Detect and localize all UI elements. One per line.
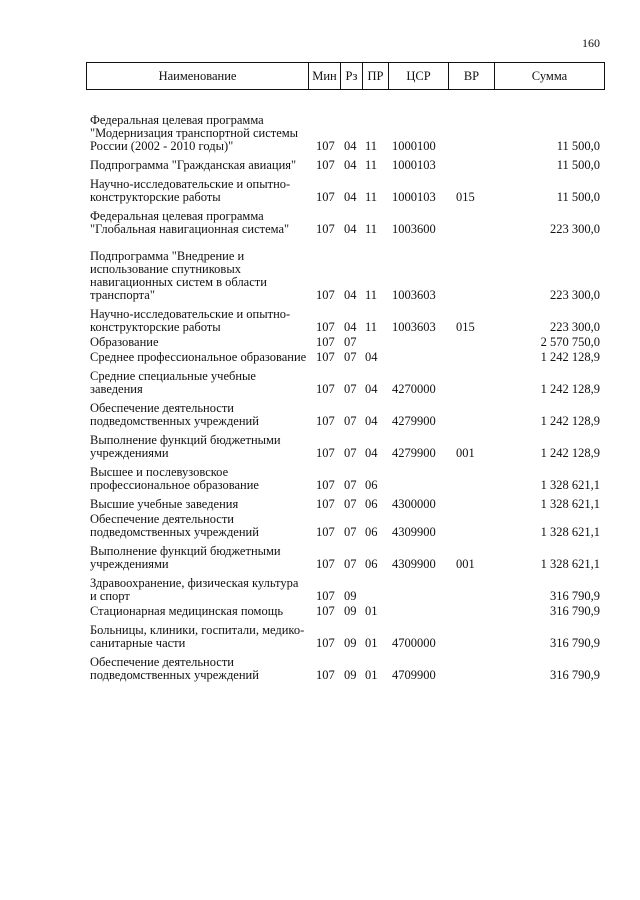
cell-sum: 223 300,0 [550, 222, 600, 236]
table-row [86, 577, 604, 605]
cell-csr: 4279900 [392, 446, 436, 460]
cell-sum: 1 242 128,9 [540, 382, 600, 396]
cell-sum: 223 300,0 [550, 288, 600, 302]
cell-vr [448, 250, 494, 308]
cell-rz: 09 [344, 636, 357, 650]
cell-vr [448, 624, 494, 656]
cell-vr [448, 513, 494, 545]
cell-csr [388, 336, 448, 351]
cell-csr: 1000100 [392, 139, 436, 153]
cell-name: Высшее и послевузовское профессиональное образование [90, 465, 259, 492]
cell-pr: 11 [365, 158, 378, 172]
cell-pr: 04 [365, 350, 378, 364]
cell-pr: 11 [365, 288, 378, 302]
header-name: Наименование [87, 63, 309, 90]
cell-rz: 04 [344, 139, 357, 153]
header-pr: ПР [363, 63, 389, 90]
cell-csr: 4309900 [392, 557, 436, 571]
cell-min: 107 [316, 414, 335, 428]
cell-vr [448, 370, 494, 402]
cell-pr: 06 [365, 557, 378, 571]
table-row [86, 210, 604, 250]
table-row [86, 370, 604, 402]
cell-min: 107 [316, 382, 335, 396]
cell-rz: 07 [344, 446, 357, 460]
cell-name: Обеспечение деятельности подведомственных учреждений [90, 655, 259, 682]
table-row [86, 466, 604, 498]
cell-min: 107 [316, 335, 335, 349]
cell-csr: 4270000 [392, 382, 436, 396]
cell-csr: 4309900 [392, 525, 436, 539]
cell-rz: 04 [344, 288, 357, 302]
cell-min: 107 [316, 497, 335, 511]
cell-sum: 1 328 621,1 [540, 497, 600, 511]
cell-pr: 06 [365, 525, 378, 539]
cell-csr: 4279900 [392, 414, 436, 428]
cell-vr [448, 656, 494, 688]
header-sum: Сумма [495, 63, 605, 90]
cell-vr [448, 402, 494, 434]
table-row [86, 351, 604, 370]
cell-vr: 001 [456, 557, 475, 571]
cell-pr: 06 [365, 478, 378, 492]
cell-name: Федеральная целевая программа "Глобальная навигационная система" [90, 209, 290, 236]
cell-min: 107 [316, 557, 335, 571]
cell-pr: 04 [365, 414, 378, 428]
table-row [86, 605, 604, 624]
table-row [86, 178, 604, 210]
cell-sum: 316 790,9 [550, 668, 600, 682]
table-row [86, 336, 604, 351]
cell-vr [448, 159, 494, 178]
cell-sum: 1 328 621,1 [540, 478, 600, 492]
cell-csr: 1000103 [392, 158, 436, 172]
cell-rz: 07 [344, 335, 357, 349]
cell-min: 107 [316, 589, 335, 603]
cell-min: 107 [316, 288, 335, 302]
table-row [86, 250, 604, 308]
cell-pr: 04 [365, 446, 378, 460]
cell-name: Обеспечение деятельности подведомственных учреждений [90, 401, 259, 428]
cell-name: Научно-исследовательские и опытно-конструкторские работы [90, 307, 291, 334]
cell-name: Научно-исследовательские и опытно-конструкторские работы [90, 177, 291, 204]
cell-vr [448, 577, 494, 605]
cell-min: 107 [316, 320, 335, 334]
cell-csr [388, 605, 448, 624]
cell-rz: 07 [344, 497, 357, 511]
cell-rz: 07 [344, 478, 357, 492]
cell-pr: 11 [365, 222, 378, 236]
table-row [86, 498, 604, 513]
cell-csr: 1003603 [392, 320, 436, 334]
cell-rz: 04 [344, 158, 357, 172]
cell-sum: 1 242 128,9 [540, 350, 600, 364]
cell-rz: 04 [344, 222, 357, 236]
cell-vr [448, 114, 494, 159]
cell-min: 107 [316, 446, 335, 460]
table-row [86, 308, 604, 336]
cell-sum: 11 500,0 [556, 139, 600, 153]
cell-pr: 11 [365, 320, 378, 334]
cell-sum: 316 790,9 [550, 589, 600, 603]
cell-sum: 316 790,9 [550, 636, 600, 650]
cell-vr: 015 [456, 190, 475, 204]
cell-pr [362, 577, 388, 605]
header-csr: ЦСР [389, 63, 449, 90]
cell-min: 107 [316, 222, 335, 236]
cell-min: 107 [316, 190, 335, 204]
cell-vr [448, 210, 494, 250]
cell-vr [448, 605, 494, 624]
cell-min: 107 [316, 604, 335, 618]
table-row [86, 114, 604, 159]
cell-min: 107 [316, 350, 335, 364]
cell-name: Больницы, клиники, госпитали, медико-санитарные части [90, 623, 305, 650]
cell-vr [448, 351, 494, 370]
cell-sum: 1 242 128,9 [540, 446, 600, 460]
cell-rz: 09 [344, 589, 357, 603]
header-vr: ВР [449, 63, 495, 90]
cell-vr: 015 [456, 320, 475, 334]
table-row [86, 545, 604, 577]
cell-vr [448, 466, 494, 498]
cell-pr: 01 [365, 668, 378, 682]
cell-rz: 09 [344, 668, 357, 682]
cell-name: Средние специальные учебные заведения [90, 369, 256, 396]
cell-name: Федеральная целевая программа "Модернизация транспортной системы России (2002 - 2010 годы)" [90, 113, 299, 153]
cell-vr: 001 [456, 446, 475, 460]
cell-rz: 09 [344, 604, 357, 618]
cell-vr [448, 336, 494, 351]
cell-rz: 07 [344, 557, 357, 571]
cell-pr: 01 [365, 604, 378, 618]
cell-min: 107 [316, 668, 335, 682]
cell-min: 107 [316, 525, 335, 539]
cell-sum: 11 500,0 [556, 158, 600, 172]
cell-min: 107 [316, 478, 335, 492]
cell-vr [448, 498, 494, 513]
cell-rz: 07 [344, 382, 357, 396]
table-row [86, 434, 604, 466]
table-row [86, 513, 604, 545]
cell-sum: 316 790,9 [550, 604, 600, 618]
cell-sum: 11 500,0 [556, 190, 600, 204]
budget-table [86, 114, 604, 688]
cell-sum: 1 328 621,1 [540, 557, 600, 571]
table-row [86, 402, 604, 434]
header-rz: Рз [341, 63, 363, 90]
cell-rz: 07 [344, 525, 357, 539]
cell-name: Подпрограмма "Внедрение и использование спутниковых навигационных систем в области транспорта" [90, 249, 267, 302]
table-row [86, 624, 604, 656]
cell-csr [388, 466, 448, 498]
cell-csr [388, 351, 448, 370]
cell-name: Выполнение функций бюджетными учреждениями [90, 433, 281, 460]
cell-sum: 2 570 750,0 [540, 335, 600, 349]
cell-sum: 1 242 128,9 [540, 414, 600, 428]
cell-name: Высшие учебные заведения [90, 497, 239, 511]
header-min: Мин [309, 63, 341, 90]
cell-rz: 04 [344, 320, 357, 334]
cell-pr: 11 [365, 139, 378, 153]
cell-min: 107 [316, 158, 335, 172]
cell-name: Среднее профессиональное образование [90, 350, 307, 364]
table-header [86, 62, 605, 90]
cell-name: Образование [90, 335, 159, 349]
cell-csr: 4700000 [392, 636, 436, 650]
cell-pr: 01 [365, 636, 378, 650]
cell-name: Здравоохранение, физическая культура и спорт [90, 576, 299, 603]
table-row [86, 656, 604, 688]
table-row [86, 159, 604, 178]
cell-sum: 223 300,0 [550, 320, 600, 334]
cell-min: 107 [316, 139, 335, 153]
cell-name: Выполнение функций бюджетными учреждениями [90, 544, 281, 571]
cell-name: Обеспечение деятельности подведомственных учреждений [90, 512, 259, 539]
cell-pr [362, 336, 388, 351]
budget-rows [86, 114, 604, 688]
cell-csr: 1003603 [392, 288, 436, 302]
cell-rz: 07 [344, 350, 357, 364]
cell-sum: 1 328 621,1 [540, 525, 600, 539]
cell-csr: 1003600 [392, 222, 436, 236]
cell-min: 107 [316, 636, 335, 650]
cell-csr: 4709900 [392, 668, 436, 682]
cell-name: Подпрограмма "Гражданская авиация" [90, 158, 297, 172]
cell-pr: 11 [365, 190, 378, 204]
cell-name: Стационарная медицинская помощь [90, 604, 284, 618]
cell-rz: 04 [344, 190, 357, 204]
cell-csr: 1000103 [392, 190, 436, 204]
cell-pr: 06 [365, 497, 378, 511]
page-number: 160 [582, 36, 600, 50]
cell-rz: 07 [344, 414, 357, 428]
cell-csr [388, 577, 448, 605]
cell-csr: 4300000 [392, 497, 436, 511]
cell-pr: 04 [365, 382, 378, 396]
